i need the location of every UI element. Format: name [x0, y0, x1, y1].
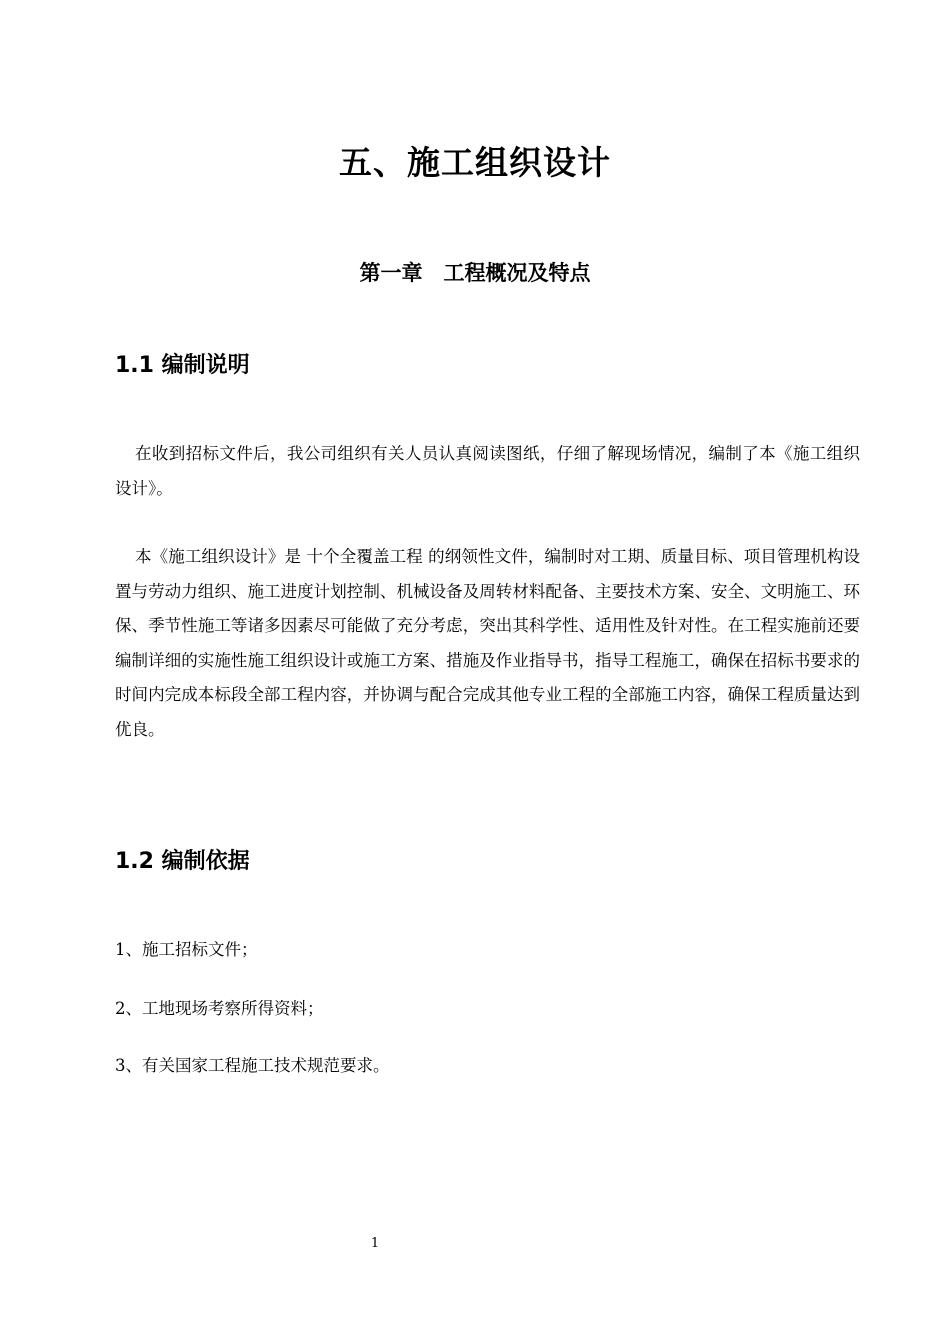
page-number: 1 [370, 1236, 380, 1251]
section-heading-1-2: 1.2 编制依据 [115, 849, 250, 874]
section-heading-1-1: 1.1 编制说明 [115, 353, 250, 378]
paragraph: 在收到招标文件后，我公司组织有关人员认真阅读图纸，仔细了解现场情况，编制了本《施工组织设计》。 [115, 444, 860, 498]
list-item: 1、施工招标文件； [115, 940, 258, 959]
list-item: 3、有关国家工程施工技术规范要求。 [115, 1056, 390, 1075]
document-title: 五、施工组织设计 [339, 143, 611, 182]
chapter-title: 第一章 工程概况及特点 [359, 261, 591, 285]
list-item: 2、工地现场考察所得资料； [115, 999, 324, 1018]
paragraph: 本《施工组织设计》是 十个全覆盖工程 的纲领性文件，编制时对工期、质量目标、项目管理机构设置与劳动力组织、施工进度计划控制、机械设备及周转材料配备、主要技术方案、安全、文明施工、环保、季节性施工等诸多因素尽可能做了充分考虑，突出其科学性、适用性及针对性。在工程实施前还要编制详细的实施性施工组织设计或施工方案、措施及作业指导书，指导工程施工，确保在招标书要求的时间内完成本标段全部工程内容，并协调与配合完成其他专业工程的全部施工内容，确保工程质量达到优良。 [115, 547, 860, 739]
